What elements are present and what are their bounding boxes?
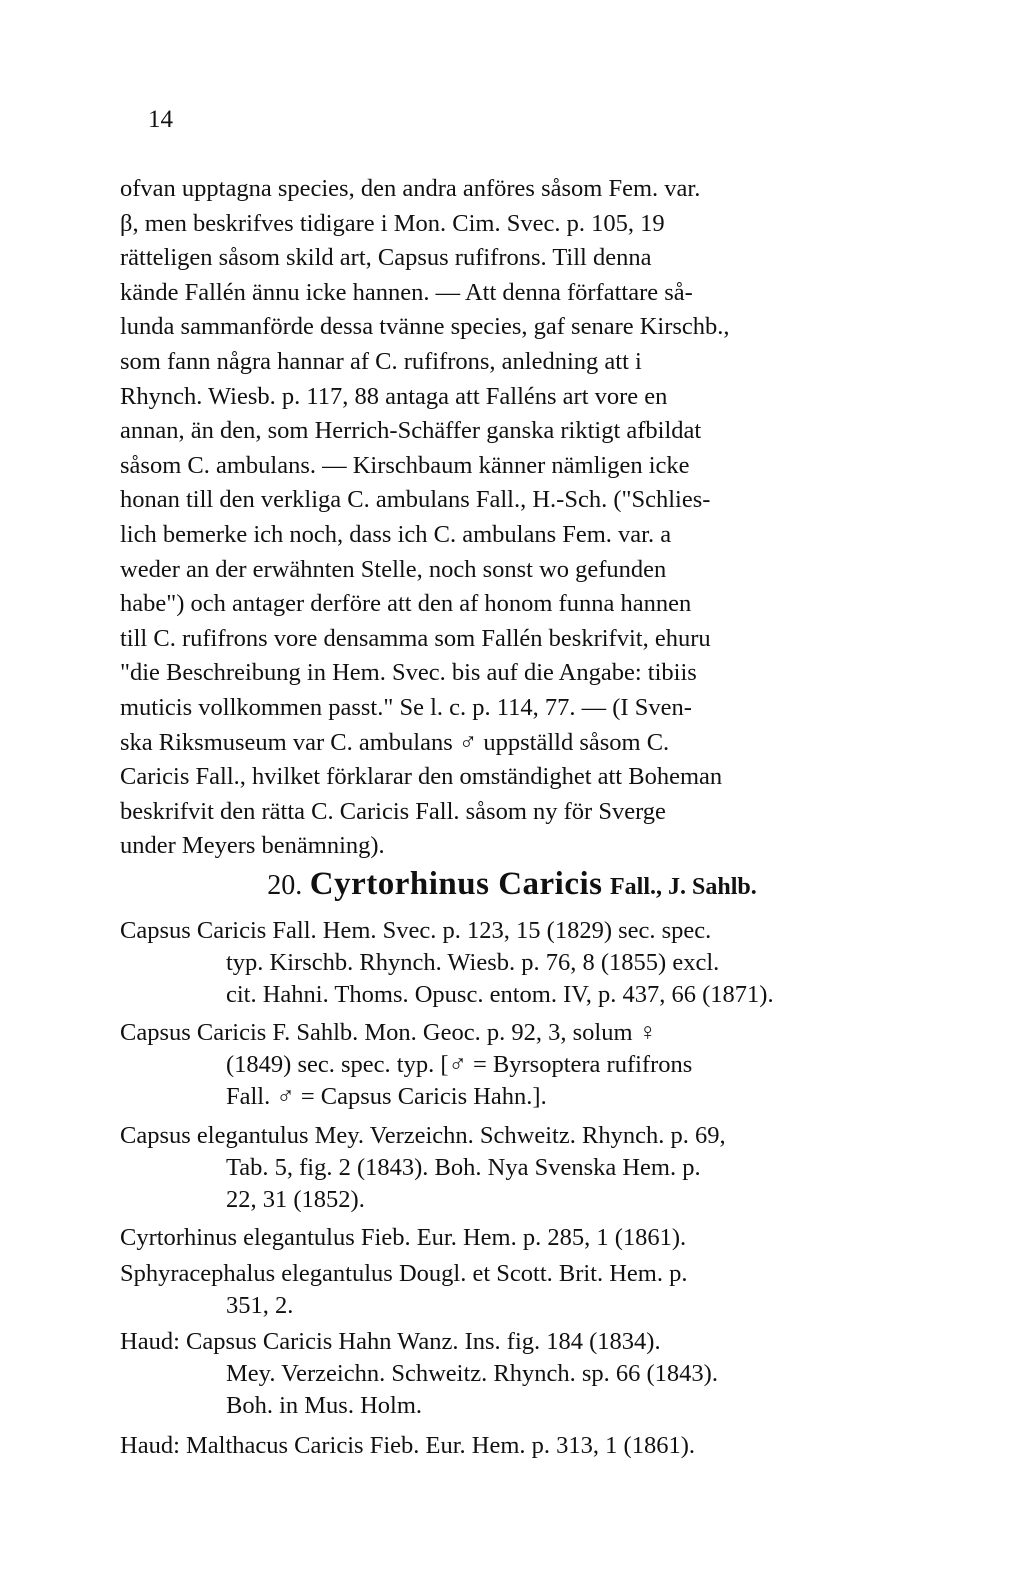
body-text bbox=[120, 172, 895, 864]
text-line: "die Beschreibung in Hem. Svec. bis auf die Angabe: tibiis bbox=[120, 659, 697, 687]
synonym-first-line: Sphyracephalus elegantulus Dougl. et Scott. Brit. Hem. p. bbox=[120, 1260, 688, 1287]
text-line: rätteligen såsom skild art, Capsus rufifrons. Till denna bbox=[120, 244, 652, 272]
text-line: ska Riksmuseum var C. ambulans ♂ uppställd såsom C. bbox=[120, 728, 670, 756]
text-line: muticis vollkommen passt." Se l. c. p. 114, 77. — (I Sven- bbox=[120, 693, 692, 721]
text-line: som fann några hannar af C. rufifrons, anledning att i bbox=[120, 347, 642, 375]
text-line: såsom C. ambulans. — Kirschbaum känner nämligen icke bbox=[120, 451, 690, 479]
synonym-continuation: typ. Kirschb. Rhynch. Wiesb. p. 76, 8 (1855) excl. bbox=[226, 949, 720, 976]
synonym-continuation: Fall. ♂ = Capsus Caricis Hahn.]. bbox=[226, 1083, 547, 1110]
synonym-first-line: Haud: Capsus Caricis Hahn Wanz. Ins. fig. 184 (1834). bbox=[120, 1328, 661, 1355]
text-line: beskrifvit den rätta C. Caricis Fall. såsom ny för Sverge bbox=[120, 797, 666, 825]
synonym-continuation: (1849) sec. spec. typ. [♂ = Byrsoptera rufifrons bbox=[226, 1051, 693, 1078]
synonym-entry bbox=[120, 915, 895, 1011]
text-line: kände Fallén ännu icke hannen. — Att denna författare så- bbox=[120, 278, 693, 306]
synonym-first-line: Capsus Caricis Fall. Hem. Svec. p. 123, 15 (1829) sec. spec. bbox=[120, 917, 712, 944]
synonym-continuation: Mey. Verzeichn. Schweitz. Rhynch. sp. 66 (1843). bbox=[226, 1360, 718, 1387]
text-line: lich bemerke ich noch, dass ich C. ambulans Fem. var. a bbox=[120, 520, 672, 548]
page-number: 14 bbox=[148, 106, 173, 133]
text-line: till C. rufifrons vore densamma som Fallén beskrifvit, ehuru bbox=[120, 624, 711, 652]
synonym-entry bbox=[120, 1326, 895, 1422]
text-line: habe") och antager derföre att den af honom funna hannen bbox=[120, 590, 692, 618]
text-line: ofvan upptagna species, den andra anföres såsom Fem. var. bbox=[120, 175, 701, 202]
synonym-continuation: 22, 31 (1852). bbox=[226, 1186, 365, 1213]
synonym-continuation: cit. Hahni. Thoms. Opusc. entom. IV, p. 437, 66 (1871). bbox=[226, 981, 774, 1008]
text-line: weder an der erwähnten Stelle, noch sonst wo gefunden bbox=[120, 555, 667, 583]
text-line: honan till den verkliga C. ambulans Fall., H.-Sch. ("Schlies- bbox=[120, 486, 711, 514]
text-line: annan, än den, som Herrich-Schäffer ganska riktigt afbildat bbox=[120, 417, 702, 445]
synonym-continuation: Tab. 5, fig. 2 (1843). Boh. Nya Svenska Hem. p. bbox=[226, 1154, 701, 1181]
synonym-entry bbox=[120, 1258, 895, 1322]
text-line: under Meyers benämning). bbox=[120, 832, 385, 860]
species-number: 20. bbox=[267, 870, 303, 901]
text-line: Rhynch. Wiesb. p. 117, 88 antaga att Falléns art vore en bbox=[120, 382, 668, 410]
synonym-entry bbox=[120, 1120, 895, 1216]
synonym-entry bbox=[120, 1017, 895, 1113]
synonym-first-line: Capsus elegantulus Mey. Verzeichn. Schweitz. Rhynch. p. 69, bbox=[120, 1122, 726, 1149]
species-authority: Fall., J. Sahlb. bbox=[610, 874, 757, 900]
species-heading bbox=[0, 866, 1024, 903]
text-line: β, men beskrifves tidigare i Mon. Cim. Svec. p. 105, 19 bbox=[120, 209, 665, 237]
synonym-first-line: Capsus Caricis F. Sahlb. Mon. Geoc. p. 92, 3, solum ♀ bbox=[120, 1019, 658, 1046]
text-line: Caricis Fall., hvilket förklarar den omständighet att Boheman bbox=[120, 763, 723, 791]
synonym-continuation: 351, 2. bbox=[226, 1292, 294, 1319]
synonym-entry bbox=[120, 1430, 895, 1462]
text-line: lunda sammanförde dessa tvänne species, gaf senare Kirschb., bbox=[120, 313, 730, 341]
synonym-continuation: Boh. in Mus. Holm. bbox=[226, 1392, 423, 1419]
synonym-first-line: Cyrtorhinus elegantulus Fieb. Eur. Hem. p. 285, 1 (1861). bbox=[120, 1224, 687, 1251]
synonym-first-line: Haud: Malthacus Caricis Fieb. Eur. Hem. p. 313, 1 (1861). bbox=[120, 1432, 695, 1459]
species-name: Cyrtorhinus Caricis bbox=[309, 866, 603, 902]
synonym-entry bbox=[120, 1222, 895, 1254]
